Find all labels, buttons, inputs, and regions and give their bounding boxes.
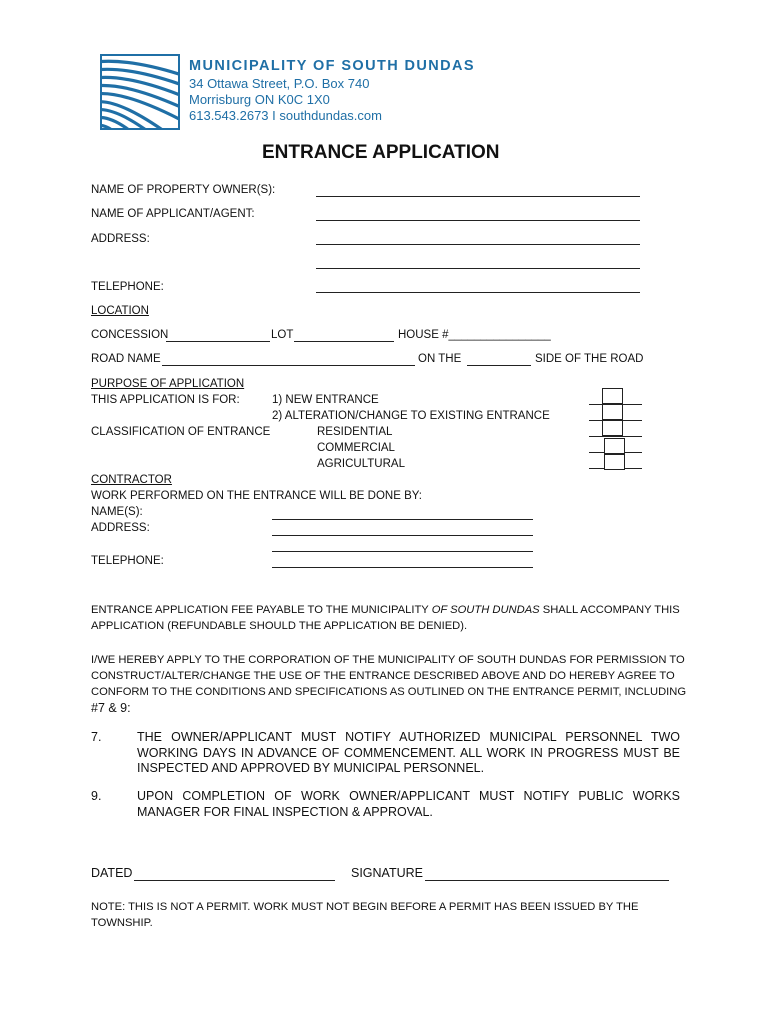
fee-text-c: SHALL ACCOMPANY THIS xyxy=(539,604,680,616)
condition-7-text: THE OWNER/APPLICANT MUST NOTIFY AUTHORIZED MUNICIPAL PERSONNEL TWO WORKING DAYS IN ADVANCE OF COMMENCEMENT. ALL WORK IN PROGRESS MUST BE INSPECTED AND APPROVED BY MUNICIPAL PERSONNEL. xyxy=(137,730,680,775)
condition-9-number: 9. xyxy=(91,789,102,803)
address-label: ADDRESS: xyxy=(91,233,150,245)
concession-label: CONCESSION xyxy=(91,329,169,341)
note-line-2: TOWNSHIP. xyxy=(91,917,153,929)
dated-field[interactable] xyxy=(134,880,335,881)
contractor-telephone-label: TELEPHONE: xyxy=(91,555,164,567)
house-number-label[interactable]: HOUSE #________________ xyxy=(398,329,551,341)
condition-7-number: 7. xyxy=(91,730,102,744)
org-name: MUNICIPALITY OF SOUTH DUNDAS xyxy=(189,58,475,74)
residential-checkbox[interactable] xyxy=(602,420,623,436)
contractor-address-label: ADDRESS: xyxy=(91,522,150,534)
location-heading: LOCATION xyxy=(91,305,149,317)
address-field-1[interactable] xyxy=(316,244,640,245)
contractor-address-field-1[interactable] xyxy=(272,535,533,536)
declaration-line-2: CONSTRUCT/ALTER/CHANGE THE USE OF THE ENTRANCE DESCRIBED ABOVE AND DO HEREBY AGREE TO xyxy=(91,670,675,682)
declaration xyxy=(91,652,691,716)
residential-option: RESIDENTIAL xyxy=(317,426,393,438)
municipality-logo-icon xyxy=(100,54,180,130)
agricultural-checkbox[interactable] xyxy=(604,454,625,470)
road-name-field[interactable] xyxy=(162,365,415,366)
new-entrance-option: 1) NEW ENTRANCE xyxy=(272,394,379,406)
alteration-option: 2) ALTERATION/CHANGE TO EXISTING ENTRANCE xyxy=(272,410,550,422)
signature-field[interactable] xyxy=(425,880,669,881)
dated-label: DATED xyxy=(91,866,133,880)
concession-field[interactable] xyxy=(166,341,270,342)
contractor-heading: CONTRACTOR xyxy=(91,474,172,486)
applicant-field[interactable] xyxy=(316,220,640,221)
fee-statement xyxy=(91,602,691,634)
application-for-label: THIS APPLICATION IS FOR: xyxy=(91,394,240,406)
contractor-telephone-field[interactable] xyxy=(272,567,533,568)
contractor-address-field-2[interactable] xyxy=(272,551,533,552)
road-side-field[interactable] xyxy=(467,365,531,366)
permit-note xyxy=(91,899,691,931)
fee-text-a: ENTRANCE APPLICATION FEE PAYABLE TO THE MUNICIPALITY xyxy=(91,604,432,616)
checkbox-rule-3 xyxy=(589,436,642,437)
declaration-line-1: I/WE HEREBY APPLY TO THE CORPORATION OF THE MUNICIPALITY OF SOUTH DUNDAS FOR PERMISSION TO xyxy=(91,654,685,666)
agricultural-option: AGRICULTURAL xyxy=(317,458,405,470)
declaration-line-3: CONFORM TO THE CONDITIONS AND SPECIFICATIONS AS OUTLINED ON THE ENTRANCE PERMIT, INCLUDING xyxy=(91,686,687,698)
telephone-label: TELEPHONE: xyxy=(91,281,164,293)
side-of-road-label: SIDE OF THE ROAD xyxy=(535,353,644,365)
contractor-names-field[interactable] xyxy=(272,519,533,520)
purpose-heading: PURPOSE OF APPLICATION xyxy=(91,378,245,390)
classification-label: CLASSIFICATION OF ENTRANCE xyxy=(91,426,271,438)
fee-text-line2: APPLICATION (REFUNDABLE SHOULD THE APPLICATION BE DENIED). xyxy=(91,620,468,632)
note-line-1: NOTE: THIS IS NOT A PERMIT. WORK MUST NOT BEGIN BEFORE A PERMIT HAS BEEN ISSUED BY THE xyxy=(91,901,639,913)
applicant-label: NAME OF APPLICANT/AGENT: xyxy=(91,208,255,220)
page-title: ENTRANCE APPLICATION xyxy=(262,142,500,163)
address-field-2[interactable] xyxy=(316,268,640,269)
signature-label: SIGNATURE xyxy=(351,866,423,880)
declaration-line-4: #7 & 9: xyxy=(91,701,131,715)
alteration-checkbox[interactable] xyxy=(602,404,623,420)
property-owner-field[interactable] xyxy=(316,196,640,197)
property-owner-label: NAME OF PROPERTY OWNER(S): xyxy=(91,184,276,196)
telephone-field[interactable] xyxy=(316,292,640,293)
org-contact: 613.543.2673 I southdundas.com xyxy=(189,108,382,123)
condition-9-text: UPON COMPLETION OF WORK OWNER/APPLICANT MUST NOTIFY PUBLIC WORKS MANAGER FOR FINAL INSPECTION & APPROVAL. xyxy=(137,789,680,819)
lot-field[interactable] xyxy=(294,341,394,342)
road-name-label: ROAD NAME xyxy=(91,353,161,365)
new-entrance-checkbox[interactable] xyxy=(602,388,623,404)
contractor-names-label: NAME(S): xyxy=(91,506,143,518)
lot-label: LOT xyxy=(271,329,294,341)
org-city: Morrisburg ON K0C 1X0 xyxy=(189,92,330,107)
fee-text-b: OF SOUTH DUNDAS xyxy=(431,604,540,616)
org-street: 34 Ottawa Street, P.O. Box 740 xyxy=(189,76,370,91)
commercial-option: COMMERCIAL xyxy=(317,442,395,454)
work-by-label: WORK PERFORMED ON THE ENTRANCE WILL BE DONE BY: xyxy=(91,490,422,502)
commercial-checkbox[interactable] xyxy=(604,438,625,454)
on-the-label: ON THE xyxy=(418,353,462,365)
